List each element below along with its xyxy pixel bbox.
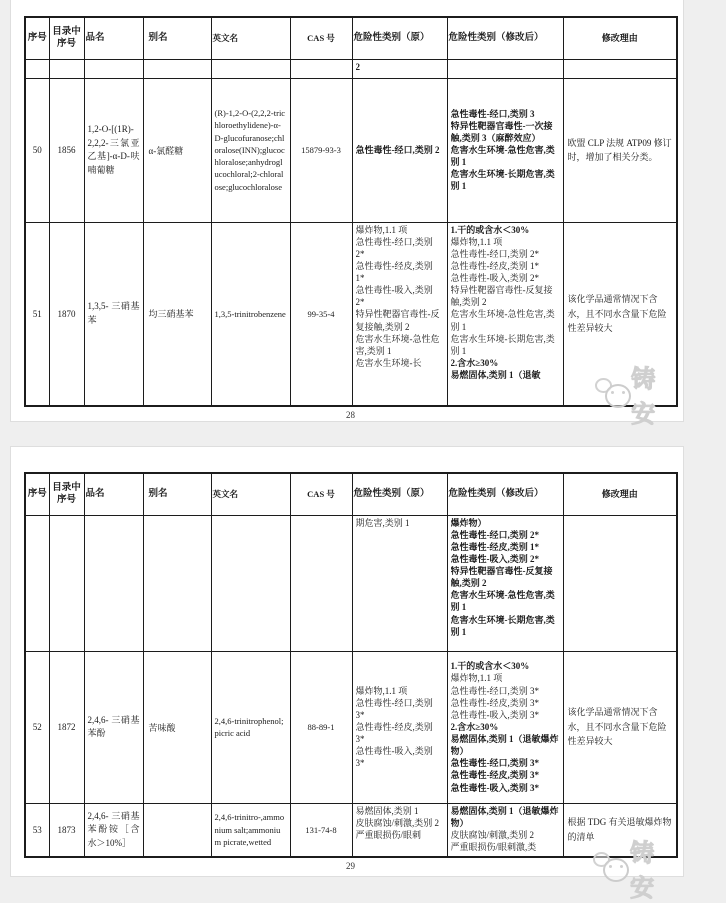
- seq-cell: 52: [25, 651, 49, 803]
- modification-reason-cell: [563, 515, 677, 651]
- hazard-class-original-cell: [352, 222, 447, 406]
- hazard-line: 危害水生环境-长期危害,类别 1: [450, 333, 555, 356]
- header-row: [25, 17, 677, 59]
- hazard-line: 易燃固体,类别 1: [355, 805, 419, 816]
- hazard-line: 特异性靶器官毒性-一次接触,类别 3（麻醉效应）: [450, 120, 553, 143]
- hazard-line: 2.含水≥30%: [450, 358, 499, 369]
- product-name-cell: [84, 59, 143, 78]
- column-header: 修改理由: [563, 17, 677, 59]
- english-name-cell: 1,3,5-trinitrobenzene: [211, 222, 290, 406]
- table-row: [25, 78, 677, 222]
- table-row: [25, 59, 677, 78]
- hazard-class-original-cell: [352, 803, 447, 857]
- hazard-line: 急性毒性-经口,类别 3*: [450, 758, 539, 769]
- column-header: 序号: [25, 473, 49, 515]
- hazard-line: 易燃固体,类别 1（退敏爆炸物）: [450, 805, 559, 828]
- hazard-line: 1.干的或含水＜30%: [450, 661, 530, 672]
- hazard-class-modified-cell: [447, 78, 563, 222]
- hazard-line: 危害水生环境-急性危害,类别 1: [450, 144, 555, 168]
- modification-reason-cell: 根据 TDG 有关退敏爆炸物的清单: [563, 803, 677, 857]
- cas-no-cell: 99-35-4: [290, 222, 352, 406]
- column-header: 英文名: [211, 473, 290, 515]
- hazard-line: 急性毒性-经口,类别 2*: [450, 529, 539, 540]
- hazard-line: 危害水生环境-急性危害,类别 1: [450, 309, 555, 332]
- hazard-line: 急性毒性-吸入,类别 2*: [450, 273, 539, 284]
- alias-cell: [143, 803, 211, 857]
- page-29: [10, 446, 684, 902]
- column-header: CAS 号: [290, 473, 352, 515]
- cas-no-cell: [290, 59, 352, 78]
- watermark-text: 铸安: [631, 366, 659, 428]
- hazard-class-modified-cell: [447, 222, 563, 406]
- modification-reason-cell: 该化学品通常情况下含水，且不同水含量下危险性差异较大: [563, 222, 677, 406]
- hazard-line: 危害水生环境-长: [355, 358, 422, 369]
- hazard-line: 危害水生环境-长期危害,类别 1: [450, 169, 555, 192]
- alias-cell: 均三硝基苯: [143, 222, 211, 406]
- column-header: 危险性类别（修改后）: [447, 17, 563, 59]
- english-name-cell: (R)-1,2-O-(2,2,2-trichloroethylidene)-α-D-glucofuranose;chloralose(INN);glucochloralose;anhydroglucochloral;2-chloralose;glucochloralose: [211, 78, 290, 222]
- product-name-cell: [84, 515, 143, 651]
- watermark-text: 铸安: [630, 840, 658, 902]
- alias-cell: [143, 515, 211, 651]
- hazard-line: 急性毒性-经皮,类别 1*: [450, 260, 539, 271]
- hazard-class-original-cell: [352, 515, 447, 651]
- hazard-class-modified-cell: [447, 59, 563, 78]
- hazard-line: 爆炸物,1.1 项: [355, 685, 408, 696]
- seq-cell: 53: [25, 803, 49, 857]
- product-name-cell: 2,4,6- 三硝基苯酚: [84, 651, 143, 803]
- modification-reason-cell: [563, 59, 677, 78]
- column-header: 序号: [25, 17, 49, 59]
- table-row: [25, 515, 677, 651]
- hazard-class-modified-cell: [447, 803, 563, 857]
- hazard-classification-table-page-29: [24, 472, 678, 858]
- hazard-line: 危害水生环境-急性危害,类别 1: [355, 333, 440, 356]
- product-name-cell: 1,3,5- 三硝基苯: [84, 222, 143, 406]
- page-number: 29: [346, 861, 355, 871]
- cas-no-cell: 15879-93-3: [290, 78, 352, 222]
- cas-no-cell: 131-74-8: [290, 803, 352, 857]
- table-row: [25, 222, 677, 406]
- seq-cell: 50: [25, 78, 49, 222]
- column-header: 品名: [84, 17, 143, 59]
- english-name-cell: 2,4,6-trinitrophenol;picric acid: [211, 651, 290, 803]
- hazard-line: 皮肤腐蚀/刺激,类别 2: [450, 829, 535, 840]
- hazard-line: 急性毒性-经口,类别 3*: [355, 697, 433, 720]
- hazard-line: 1.干的或含水＜30%: [450, 224, 530, 235]
- hazard-line: 皮肤腐蚀/刺激,类别 2: [355, 817, 440, 828]
- hazard-class-original-cell: [352, 78, 447, 222]
- alias-cell: 苦味酸: [143, 651, 211, 803]
- hazard-line: 2: [355, 61, 360, 72]
- hazard-line: 急性毒性-吸入,类别 3*: [450, 782, 539, 793]
- hazard-line: 严重眼损伤/眼刺激,类: [450, 841, 537, 852]
- hazard-line: 爆炸物,1.1 项: [450, 673, 503, 684]
- hazard-line: 2.含水≥30%: [450, 721, 499, 732]
- modification-reason-cell: 欧盟 CLP 法规 ATP09 修订时，增加了相关分类。: [563, 78, 677, 222]
- hazard-line: 急性毒性-吸入,类别 3*: [450, 709, 539, 720]
- hazard-line: 急性毒性-吸入,类别 2*: [355, 285, 433, 308]
- table-row: [25, 651, 677, 803]
- hazard-line: 严重眼损伤/眼刺: [355, 829, 422, 840]
- hazard-line: 危害水生环境-长期危害,类别 1: [450, 614, 555, 637]
- header-row: [25, 473, 677, 515]
- catalog-no-cell: 1856: [49, 78, 84, 222]
- catalog-no-cell: 1873: [49, 803, 84, 857]
- column-header: 品名: [84, 473, 143, 515]
- product-name-cell: 2,4,6- 三硝基苯酚铵［含水＞10%］: [84, 803, 143, 857]
- hazard-line: 急性毒性-经口,类别 3*: [450, 685, 539, 696]
- hazard-line: 特异性靶器官毒性-反复接触,类别 2: [355, 309, 440, 332]
- hazard-line: 急性毒性-吸入,类别 2*: [450, 553, 539, 564]
- catalog-no-cell: [49, 59, 84, 78]
- english-name-cell: 2,4,6-trinitro-,ammonium salt;ammonium picrate,wetted: [211, 803, 290, 857]
- hazard-line: 急性毒性-经口,类别 2*: [450, 248, 539, 259]
- modification-reason-cell: 该化学品通常情况下含水，且不同水含量下危险性差异较大: [563, 651, 677, 803]
- hazard-line: 危害水生环境-急性危害,类别 1: [450, 590, 555, 613]
- hazard-line: 特异性靶器官毒性-反复接触,类别 2: [450, 566, 553, 589]
- hazard-line: 急性毒性-经皮,类别 3*: [450, 770, 539, 781]
- seq-cell: [25, 515, 49, 651]
- hazard-line: 特异性靶器官毒性-反复接触,类别 2: [450, 285, 553, 308]
- table-row: [25, 803, 677, 857]
- english-name-cell: [211, 515, 290, 651]
- hazard-line: 爆炸物,1.1 项: [355, 224, 408, 235]
- column-header: 目录中序号: [49, 17, 84, 59]
- hazard-line: 急性毒性-经口,类别 2*: [355, 236, 433, 259]
- hazard-class-modified-cell: [447, 651, 563, 803]
- column-header: 英文名: [211, 17, 290, 59]
- hazard-line: 爆炸物,1.1 项: [450, 236, 503, 247]
- hazard-line: 急性毒性-经口,类别 3: [450, 108, 535, 119]
- column-header: 修改理由: [563, 473, 677, 515]
- hazard-line: 急性毒性-经皮,类别 1*: [450, 541, 539, 552]
- column-header: 别名: [143, 473, 211, 515]
- hazard-line: 爆炸物）: [450, 517, 487, 528]
- column-header: 危险性类别（原）: [352, 473, 447, 515]
- product-name-cell: 1,2-O-[(1R)-2,2,2-三氯亚乙基]-α-D-呋喃葡糖: [84, 78, 143, 222]
- hazard-line: 急性毒性-经皮,类别 3*: [450, 697, 539, 708]
- hazard-line: 急性毒性-经皮,类别 3*: [355, 721, 433, 745]
- page-28: [10, 0, 684, 428]
- column-header: 危险性类别（原）: [352, 17, 447, 59]
- column-header: CAS 号: [290, 17, 352, 59]
- catalog-no-cell: [49, 515, 84, 651]
- hazard-line: 急性毒性-经口,类别 2: [355, 144, 440, 155]
- page-number: 28: [346, 410, 355, 420]
- hazard-classification-table-page-28: [24, 16, 678, 407]
- hazard-line: 易燃固体,类别 1（退敏: [450, 370, 541, 381]
- hazard-class-original-cell: [352, 651, 447, 803]
- seq-cell: [25, 59, 49, 78]
- cas-no-cell: 88-89-1: [290, 651, 352, 803]
- hazard-line: 急性毒性-经皮,类别 1*: [355, 260, 433, 284]
- hazard-class-modified-cell: [447, 515, 563, 651]
- hazard-line: 易燃固体,类别 1（退敏爆炸物）: [450, 734, 559, 757]
- catalog-no-cell: 1872: [49, 651, 84, 803]
- catalog-no-cell: 1870: [49, 222, 84, 406]
- column-header: 危险性类别（修改后）: [447, 473, 563, 515]
- column-header: 别名: [143, 17, 211, 59]
- hazard-line: 期危害,类别 1: [355, 517, 410, 528]
- alias-cell: [143, 59, 211, 78]
- seq-cell: 51: [25, 222, 49, 406]
- cas-no-cell: [290, 515, 352, 651]
- hazard-line: 急性毒性-吸入,类别 3*: [355, 746, 433, 769]
- hazard-class-original-cell: [352, 59, 447, 78]
- alias-cell: α-氯醛糖: [143, 78, 211, 222]
- english-name-cell: [211, 59, 290, 78]
- column-header: 目录中序号: [49, 473, 84, 515]
